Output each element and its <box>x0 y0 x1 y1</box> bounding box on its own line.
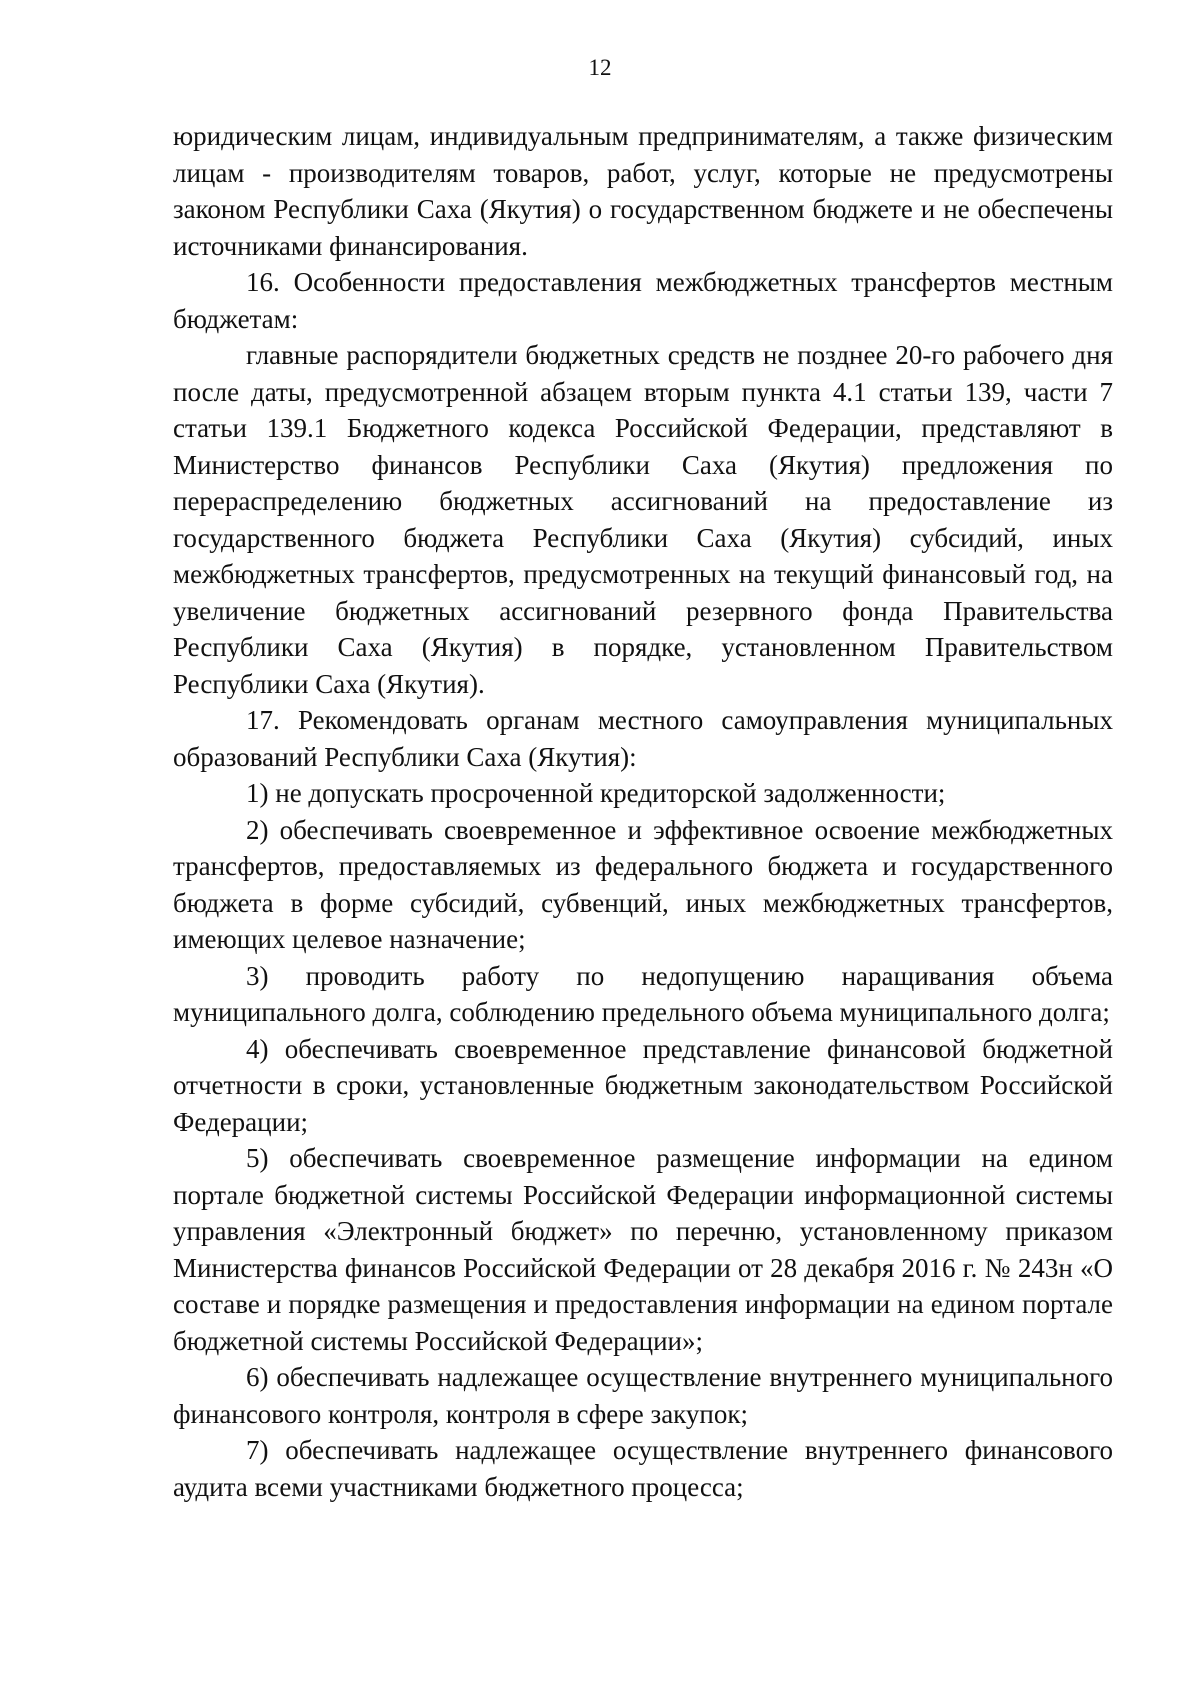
list-item-5: 5) обеспечивать своевременное размещение информации на едином портале бюджетной системы Российской Федерации информационной системы управления «Электронный бюджет» по перечню, установленному приказом Министерства финансов Российской Федерации от 28 декабря 2016 г. № 243н «О составе и порядке размещения и предоставления информации на едином портале бюджетной системы Российской Федерации»; <box>173 1143 1113 1356</box>
paragraph-section-16: 16. Особенности предоставления межбюджетных трансфертов местным бюджетам: <box>173 267 1113 334</box>
list-item-4: 4) обеспечивать своевременное представление финансовой бюджетной отчетности в сроки, установленные бюджетным законодательством Российской Федерации; <box>173 1033 1113 1137</box>
list-item-6: 6) обеспечивать надлежащее осуществление внутреннего муниципального финансового контроля, контроля в сфере закупок; <box>173 1362 1113 1429</box>
list-item-3: 3) проводить работу по недопущению наращивания объема муниципального долга, соблюдению предельного объема муниципального долга; <box>173 960 1113 1027</box>
paragraph-section-17: 17. Рекомендовать органам местного самоуправления муниципальных образований Республики Саха (Якутия): <box>173 705 1113 772</box>
document-body <box>173 118 1113 1505</box>
list-item-1: 1) не допускать просроченной кредиторской задолженности; <box>246 778 946 808</box>
paragraph-continuation: юридическим лицам, индивидуальным предпринимателям, а также физическим лицам - производителям товаров, работ, услуг, которые не предусмотрены законом Республики Саха (Якутия) о государственном бюджете и не обеспечены источниками финансирования. <box>173 121 1113 261</box>
paragraph-section-16-body: главные распорядители бюджетных средств не позднее 20-го рабочего дня после даты, предусмотренной абзацем вторым пункта 4.1 статьи 139, части 7 статьи 139.1 Бюджетного кодекса Российской Федерации, представляют в Министерство финансов Республики Саха (Якутия) предложения по перераспределению бюджетных ассигнований на предоставление из государственного бюджета Республики Саха (Якутия) субсидий, иных межбюджетных трансфертов, предусмотренных на текущий финансовый год, на увеличение бюджетных ассигнований резервного фонда Правительства Республики Саха (Якутия) в порядке, установленном Правительством Республики Саха (Якутия). <box>173 340 1113 699</box>
page-number: 12 <box>588 55 612 80</box>
list-item-7: 7) обеспечивать надлежащее осуществление внутреннего финансового аудита всеми участниками бюджетного процесса; <box>173 1435 1113 1502</box>
list-item-2: 2) обеспечивать своевременное и эффективное освоение межбюджетных трансфертов, предоставляемых из федерального бюджета и государственного бюджета в форме субсидий, субвенций, иных межбюджетных трансфертов, имеющих целевое назначение; <box>173 814 1113 954</box>
